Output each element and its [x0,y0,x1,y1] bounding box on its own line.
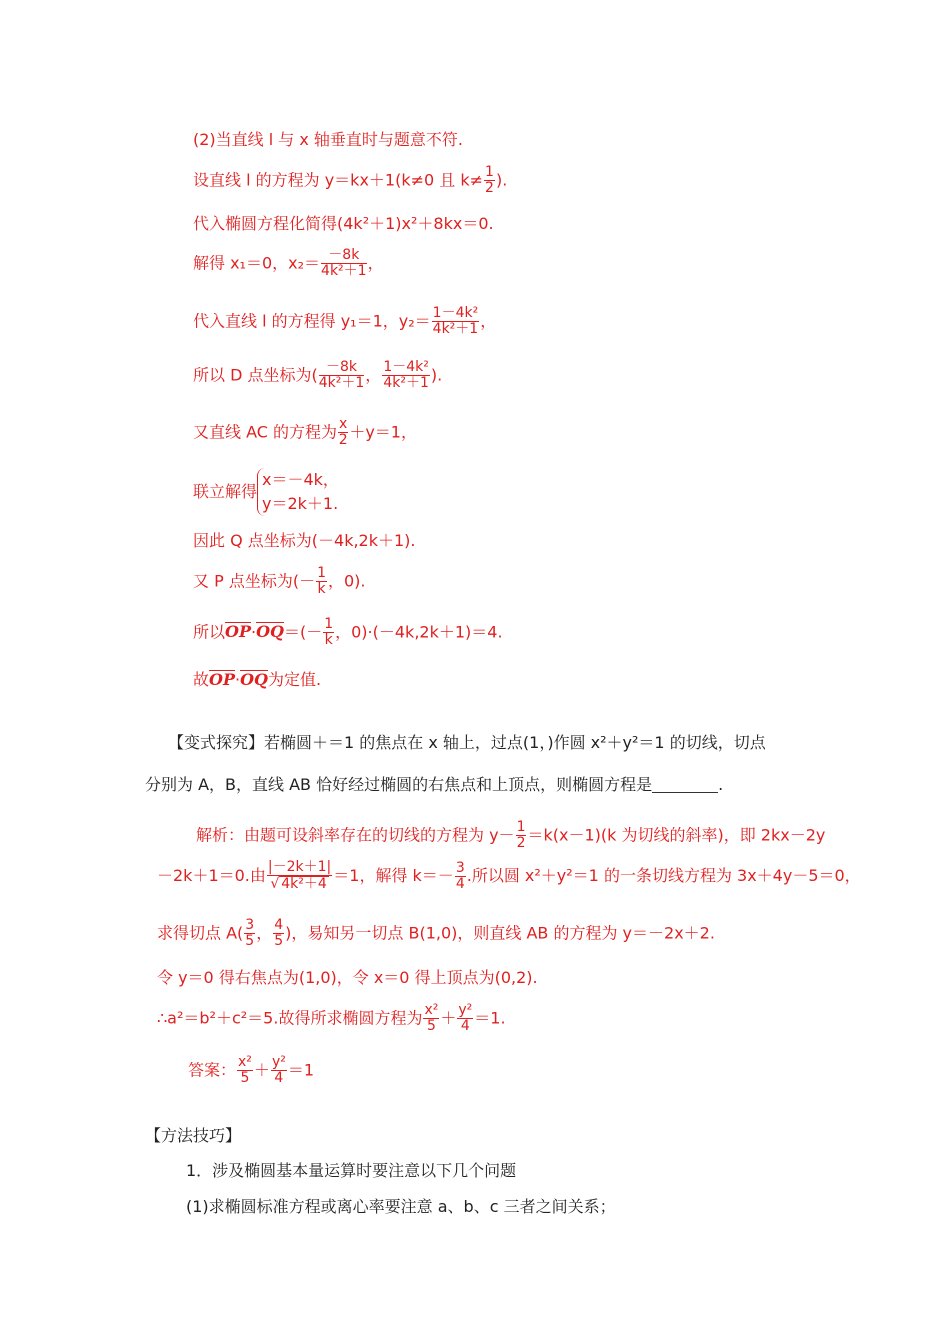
analysis-line-2: －2k＋1＝0.由 $\frac{|-2k+1|}{\text{√ 4k²＋4}}$ ＝1，解得 k＝－ $\frac{3}{4}$ .所以圆 x²＋y²＝1 的一条切线方程为 3x＋4y－5＝0， [157,859,861,893]
fraction: $\frac{\text{1－4k²}}{\text{4k²＋1}}$ [383,359,429,392]
fraction: $\frac{3}{5}$ [245,917,255,950]
fraction: $\frac{1}{k}$ [317,565,326,598]
fraction: $\frac{\text{x²}}{5}$ [424,1002,439,1035]
vector-oq: OQ [256,622,284,642]
solution-line-2: 设直线 l 的方程为 y＝kx＋1(k≠0 且 k≠ $\frac{1}{2}$ ). [193,164,508,197]
fraction: $\frac{4}{5}$ [274,917,284,950]
solution-line-3: 代入椭圆方程化简得(4k²＋1)x²＋8kx＝0. [193,214,494,233]
analysis-line-5: ∴a²＝b²＋c²＝5.故得所求椭圆方程为 $\frac{\text{x²}}{5}$ ＋ $\frac{\text{y²}}{4}$ ＝1. [157,1002,506,1035]
solution-line-6: 所以 D 点坐标为( $\frac{-8k}{\text{4k²＋1}}$ ， $\frac{\text{1－4k²}}{\text{4k²＋1}}$ ). [193,359,443,392]
fraction: $\frac{\text{y²}}{4}$ [271,1054,286,1087]
vector-op: OP [225,622,251,642]
variant-line-2: 分别为 A，B，直线 AB 恰好经过椭圆的右焦点和上顶点，则椭圆方程是 . [145,775,724,794]
solution-line-8: 联立解得 x＝－4k， y＝2k＋1. [193,468,339,516]
method-heading: 【方法技巧】 [145,1126,242,1145]
method-point-2: (1)求椭圆标准方程或离心率要注意 a、b、c 三者之间关系； [186,1197,616,1216]
fraction: $\frac{|-2k+1|}{\text{√ 4k²＋4}}$ [267,859,332,893]
answer-line: 答案： $\frac{\text{x²}}{5}$ ＋ $\frac{\text{y²}}{4}$ ＝1 [188,1054,315,1087]
vector-op: OP [209,670,235,689]
solution-line-11: 所以OP·OQ＝(－ $\frac{1}{k}$ ，0)·(－4k,2k＋1)＝4. [193,616,503,649]
equation-system: x＝－4k， y＝2k＋1. [257,468,339,516]
fraction: $\frac{1}{2}$ [485,164,494,197]
method-point-1: 1．涉及椭圆基本量运算时要注意以下几个问题 [186,1161,517,1180]
solution-line-10: 又 P 点坐标为(－ $\frac{1}{k}$ ，0). [193,565,366,598]
fraction: $\frac{\text{y²}}{4}$ [458,1002,473,1035]
fraction: $\frac{1}{2}$ [516,819,526,852]
fraction: $\frac{-8k}{\text{4k²＋1}}$ [321,247,367,280]
solution-line-7: 又直线 AC 的方程为 $\frac{x}{2}$ ＋y＝1， [193,416,417,449]
solution-line-4: 解得 x₁＝0，x₂＝ $\frac{-8k}{\text{4k²＋1}}$ ， [193,247,384,280]
fraction: $\frac{\text{1－4k²}}{\text{4k²＋1}}$ [432,305,479,338]
analysis-line-4: 令 y＝0 得右焦点为(1,0)，令 x＝0 得上顶点为(0,2). [157,968,538,987]
solution-line-1: (2)当直线 l 与 x 轴垂直时与题意不符. [193,130,464,149]
analysis-line-1: 解析：由题可设斜率存在的切线的方程为 y－ $\frac{1}{2}$ ＝k(x－1)(k 为切线的斜率)，即 2kx－2y [196,819,826,852]
analysis-line-3: 求得切点 A( $\frac{3}{5}$ ， $\frac{4}{5}$ )，易知另一切点 B(1,0)，则直线 AB 的方程为 y＝－2x＋2. [157,917,715,950]
fraction: $\frac{x}{2}$ [338,416,348,449]
fraction: $\frac{3}{4}$ [455,859,465,892]
solution-line-5: 代入直线 l 的方程得 y₁＝1，y₂＝ $\frac{\text{1－4k²}}{\text{4k²＋1}}$ ， [193,305,497,338]
vector-oq: OQ [240,670,268,689]
solution-line-12: 故OP·OQ为定值. [193,670,322,689]
variant-line-1: 【变式探究】若椭圆＋＝1 的焦点在 x 轴上，过点(1，)作圆 x²＋y²＝1 的切线，切点 [168,733,766,752]
fraction: $\frac{\text{x²}}{5}$ [238,1054,252,1087]
fraction: $\frac{-8k}{\text{4k²＋1}}$ [318,359,365,392]
fraction: $\frac{1}{k}$ [324,616,334,649]
answer-blank [652,778,718,793]
solution-line-9: 因此 Q 点坐标为(－4k,2k＋1). [193,531,416,550]
